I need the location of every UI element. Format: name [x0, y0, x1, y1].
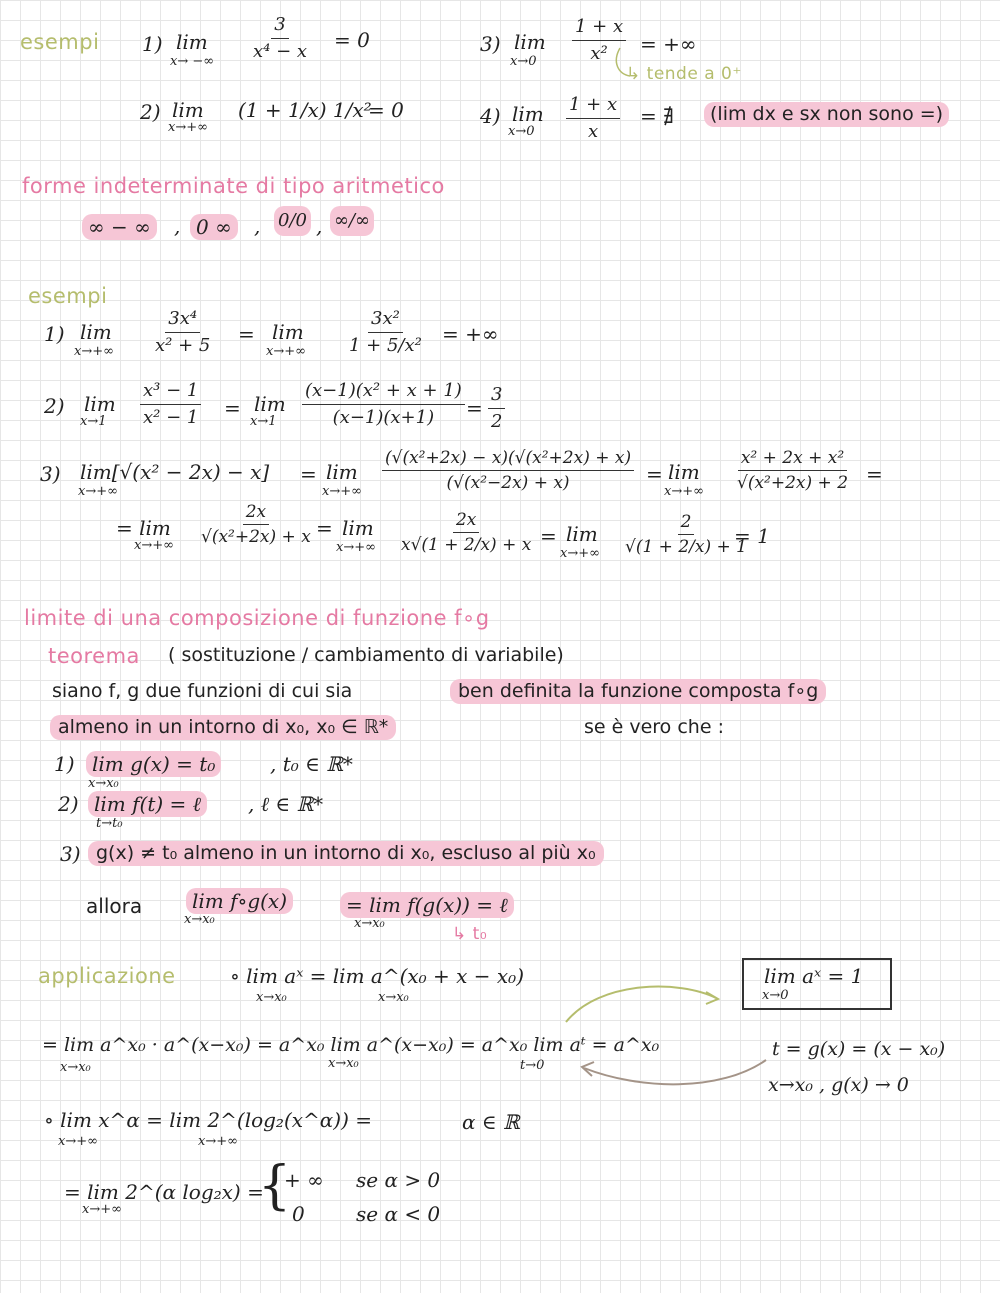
ex4-under: x→0: [508, 124, 535, 139]
arrow-green-curve: [566, 987, 716, 1022]
s3-ex3b-num2: 2x: [453, 510, 479, 533]
then-right: = lim f(g(x)) = ℓ: [340, 892, 514, 918]
s3-ex2-num1: x³ − 1: [140, 380, 201, 405]
s3-ex1-den1: x² + 5: [155, 334, 211, 356]
form-inf-over-inf: ∞/∞: [330, 206, 374, 236]
ex3-label: 3): [480, 32, 501, 56]
s3-ex3-under3: x→+∞: [664, 484, 704, 499]
s3-ex2-result-den: 2: [491, 410, 503, 432]
s3-ex2-eq2: =: [466, 396, 483, 420]
ex4-num: 1 + x: [566, 94, 620, 119]
theorem-line2a: almeno in un intorno di x₀, x₀ ∈ ℝ*: [50, 715, 396, 740]
lim-box-under: x→0: [762, 988, 789, 1003]
s3-ex3b-den3: √(1 + 2/x) + 1: [625, 537, 747, 558]
app-line2-under2: x→x₀: [328, 1056, 359, 1071]
cond2-label: 2): [58, 792, 79, 816]
cond1-tail: , t₀ ∈ ℝ*: [270, 752, 353, 776]
then-left: lim f∘g(x): [186, 888, 293, 914]
case-brace: {: [258, 1156, 292, 1216]
s3-ex3-expr: lim[√(x² − 2x) − x]: [80, 460, 270, 484]
s3-ex1-den2: 1 + 5/x²: [349, 334, 422, 356]
app-line3-cond: α ∈ ℝ: [462, 1110, 520, 1134]
s3-ex2-eq: =: [224, 396, 241, 420]
s3-ex3b-lim3: lim: [566, 522, 598, 546]
s3-ex3b-num3: 2: [678, 512, 695, 535]
s3-ex2-under: x→1: [80, 414, 107, 429]
heading-forme-indeterminate: forme indeterminate di tipo aritmetico: [22, 174, 445, 198]
s3-ex3-label: 3): [40, 462, 61, 486]
ex1-den: x⁴ − x: [253, 40, 308, 62]
s3-ex3b-under2: x→+∞: [336, 540, 376, 555]
app-line1: ∘ lim aˣ = lim a^(x₀ + x − x₀): [230, 964, 524, 988]
ex3-num: 1 + x: [572, 16, 626, 41]
ex1-label: 1): [142, 32, 163, 56]
ex4-den: x: [587, 120, 599, 142]
s3-ex2-lim: lim: [84, 392, 116, 416]
side-note-1: t = g(x) = (x − x₀): [772, 1038, 946, 1060]
ex1-num: 3: [271, 14, 288, 39]
s3-ex3-lim2: lim: [326, 460, 358, 484]
s3-ex1-result: = +∞: [442, 322, 499, 346]
app-line1-under2: x→x₀: [378, 990, 409, 1005]
heading-applicazione: applicazione: [38, 964, 176, 988]
s3-ex2-under2: x→1: [250, 414, 277, 429]
app-line3-under1: x→+∞: [58, 1134, 98, 1149]
s3-ex3b-eq1: =: [316, 516, 333, 540]
s3-ex1-eq: =: [238, 322, 255, 346]
s3-ex3-under: x→+∞: [78, 484, 118, 499]
then-under1: x→x₀: [184, 912, 215, 927]
ex3-note: ↳ tende a 0⁺: [626, 64, 742, 84]
comma-1: ,: [174, 214, 181, 238]
app-line4: = lim 2^(α log₂x) =: [64, 1180, 264, 1204]
app-line4-under: x→+∞: [82, 1202, 122, 1217]
theorem-line2b: se è vero che :: [584, 716, 724, 738]
arrow-tende-curve: [616, 48, 630, 76]
then-note: ↳ t₀: [452, 924, 488, 944]
s3-ex3b-under3: x→+∞: [560, 546, 600, 561]
s3-ex3b-result: = 1: [734, 524, 770, 548]
s3-ex3b-lim2: lim: [342, 516, 374, 540]
s3-ex3b-den1: √(x²+2x) + x: [201, 527, 311, 548]
s3-ex2-lim2: lim: [254, 392, 286, 416]
heading-esempi-1: esempi: [20, 30, 100, 54]
app-line1-under1: x→x₀: [256, 990, 287, 1005]
cond1-label: 1): [54, 752, 75, 776]
app-line2: = lim a^x₀ · a^(x−x₀) = a^x₀ lim a^(x−x₀) = a^x₀ lim aᵗ = a^x₀: [42, 1034, 660, 1056]
s3-ex2-den1: x² − 1: [143, 406, 199, 428]
cond2-text: lim f(t) = ℓ: [88, 791, 207, 817]
s3-ex1-label: 1): [44, 322, 65, 346]
s3-ex3-den2: √(x²+2x) + 2: [737, 473, 849, 494]
ex1-result: = 0: [334, 28, 370, 52]
form-inf-minus-inf: ∞ − ∞: [82, 214, 157, 240]
s3-ex1-under2: x→+∞: [266, 344, 306, 359]
ex4-lim: lim: [512, 102, 544, 126]
cond3-label: 3): [60, 842, 81, 866]
s3-ex1-num2: 3x²: [368, 308, 403, 333]
s3-ex3-eq1: =: [300, 462, 317, 486]
heading-composizione: limite di una composizione di funzione f∘g: [24, 606, 490, 630]
arrow-brown-curve: [584, 1060, 766, 1084]
case2-cond: se α < 0: [356, 1202, 441, 1226]
ex3-result: = +∞: [640, 32, 697, 56]
s3-ex1-under: x→+∞: [74, 344, 114, 359]
comma-3: ,: [316, 214, 323, 238]
s3-ex3b-under1: x→+∞: [134, 538, 174, 553]
cond1-text: lim g(x) = t₀: [86, 751, 221, 777]
s3-ex3-lim3: lim: [668, 460, 700, 484]
then-under2: x→x₀: [354, 916, 385, 931]
ex4-note: (lim dx e sx non sono =): [704, 102, 949, 127]
s3-ex3b-den2: x√(1 + 2/x) + x: [401, 535, 532, 556]
s3-ex3-eq3: =: [866, 462, 883, 486]
case1-value: + ∞: [284, 1168, 324, 1192]
ex2-under: x→+∞: [168, 120, 208, 135]
teorema-note: ( sostituzione / cambiamento di variabile): [168, 644, 564, 666]
s3-ex3b-eq2: =: [540, 524, 557, 548]
form-zero-over-zero: 0/0: [274, 206, 311, 236]
ex2-result: = 0: [368, 98, 404, 122]
ex4-label: 4): [480, 104, 501, 128]
s3-ex3b-lim1: = lim: [116, 516, 171, 540]
ex3-lim: lim: [514, 30, 546, 54]
lim-box-text: lim aˣ = 1: [764, 964, 864, 988]
s3-ex3-under2: x→+∞: [322, 484, 362, 499]
ex2-label: 2): [140, 100, 161, 124]
s3-ex1-lim2: lim: [272, 320, 304, 344]
app-line2-under3: t→0: [520, 1058, 545, 1073]
side-note-2: x→x₀ , g(x) → 0: [768, 1074, 909, 1096]
s3-ex1-num1: 3x⁴: [165, 308, 200, 333]
ex2-expr: (1 + 1/x) 1/x²: [238, 98, 372, 122]
s3-ex3-num2: x² + 2x + x²: [738, 448, 847, 471]
s3-ex2-den2: (x−1)(x+1): [332, 406, 435, 428]
teorema-label: teorema: [48, 644, 140, 668]
cond2-under: t→t₀: [96, 816, 123, 831]
ex3-under: x→0: [510, 54, 537, 69]
form-zero-inf: 0 ∞: [190, 214, 238, 240]
comma-2: ,: [254, 214, 261, 238]
ex2-lim: lim: [172, 98, 204, 122]
app-line2-under1: x→x₀: [60, 1060, 91, 1075]
ex4-result: = ∄: [640, 104, 674, 128]
theorem-line1b: ben definita la funzione composta f∘g: [450, 679, 826, 704]
s3-ex3-eq2: =: [646, 462, 663, 486]
cond1-under: x→x₀: [88, 776, 119, 791]
ex3-den: x²: [590, 42, 608, 64]
cond2-tail: , ℓ ∈ ℝ*: [248, 792, 324, 816]
ex1-under: x→ −∞: [170, 54, 215, 69]
app-line3-under2: x→+∞: [198, 1134, 238, 1149]
ex1-lim: lim: [176, 30, 208, 54]
s3-ex2-label: 2): [44, 394, 65, 418]
s3-ex3-den1: (√(x²−2x) + x): [446, 473, 570, 494]
then-word: allora: [86, 894, 143, 918]
s3-ex2-num2: (x−1)(x² + x + 1): [302, 380, 465, 405]
case2-value: 0: [292, 1202, 305, 1226]
arrow-green-head: [706, 992, 718, 1004]
s3-ex1-lim: lim: [80, 320, 112, 344]
heading-esempi-2: esempi: [28, 284, 108, 308]
app-line3: ∘ lim x^α = lim 2^(log₂(x^α)) =: [44, 1108, 373, 1132]
case1-cond: se α > 0: [356, 1168, 441, 1192]
theorem-line1a: siano f, g due funzioni di cui sia: [52, 680, 353, 702]
s3-ex3b-num1: 2x: [243, 502, 269, 525]
s3-ex2-result-num: 3: [488, 384, 505, 409]
s3-ex3-num1: (√(x²+2x) − x)(√(x²+2x) + x): [382, 448, 634, 471]
cond3-text: g(x) ≠ t₀ almeno in un intorno di x₀, escluso al più x₀: [88, 841, 604, 866]
